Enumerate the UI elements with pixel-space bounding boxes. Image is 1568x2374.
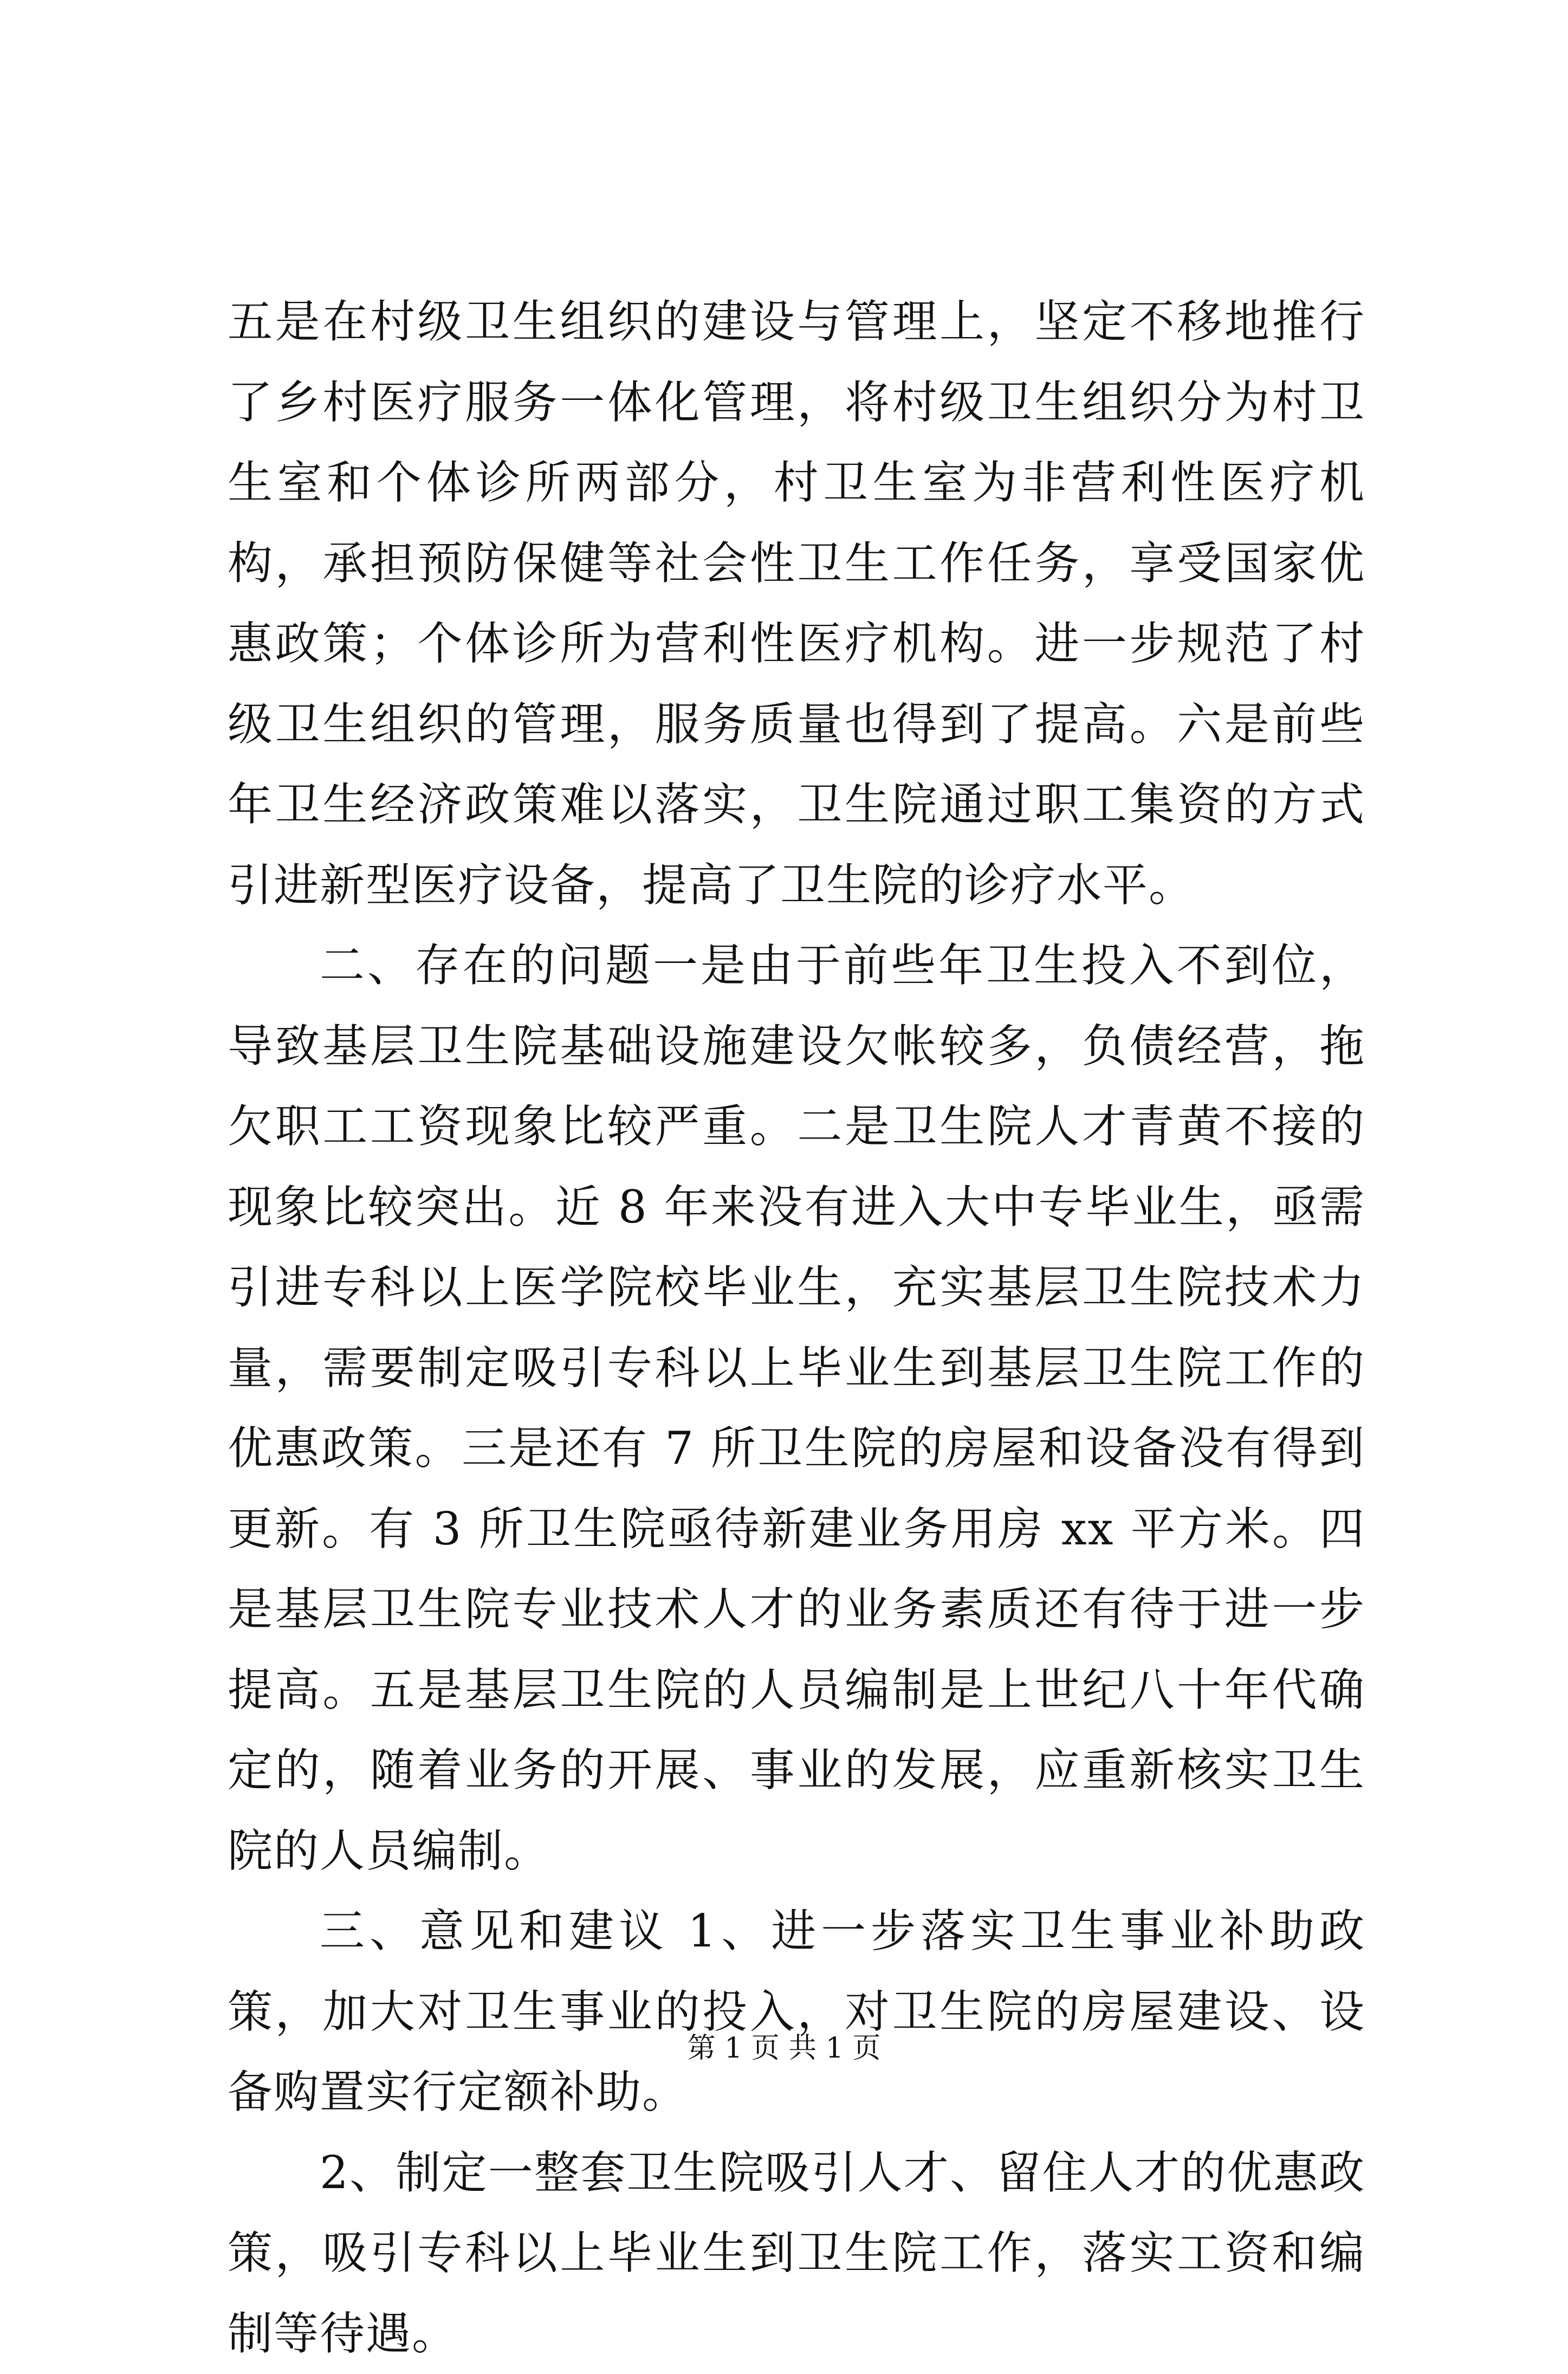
paragraph-problems: 二、存在的问题一是由于前些年卫生投入不到位，导致基层卫生院基础设施建设欠帐较多，负债经营，拖欠职工工资现象比较严重。二是卫生院人才青黄不接的现象比较突出。近 8 年来没有进入大中专毕业生，亟需引进专科以上医学院校毕业生，充实基层卫生院技术力量，需要制定吸引专科以上毕业生到基层卫生院工作的优惠政策。三是还有 7 所卫生院的房屋和设备没有得到更新。有 3 所卫生院亟待新建业务用房 xx 平方米。四是基层卫生院专业技术人才的业务素质还有待于进一步提高。五是基层卫生院的人员编制是上世纪八十年代确定的，随着业务的开展、事业的发展，应重新核实卫生院的人员编制。 <box>228 926 1365 1891</box>
page-footer: 第 1 页 共 1 页 <box>0 2029 1568 2067</box>
paragraph-suggestions: 三、意见和建议 1、进一步落实卫生事业补助政策，加大对卫生事业的投入，对卫生院的房屋建设、设备购置实行定额补助。 <box>228 1891 1365 2133</box>
paragraph-continued: 五是在村级卫生组织的建设与管理上，坚定不移地推行了乡村医疗服务一体化管理，将村级卫生组织分为村卫生室和个体诊所两部分，村卫生室为非营利性医疗机构，承担预防保健等社会性卫生工作任务，享受国家优惠政策；个体诊所为营利性医疗机构。进一步规范了村级卫生组织的管理，服务质量也得到了提高。六是前些年卫生经济政策难以落实，卫生院通过职工集资的方式引进新型医疗设备，提高了卫生院的诊疗水平。 <box>228 282 1365 926</box>
paragraph-suggestion-2: 2、制定一整套卫生院吸引人才、留住人才的优惠政策，吸引专科以上毕业生到卫生院工作，落实工资和编制等待遇。 <box>228 2133 1365 2374</box>
